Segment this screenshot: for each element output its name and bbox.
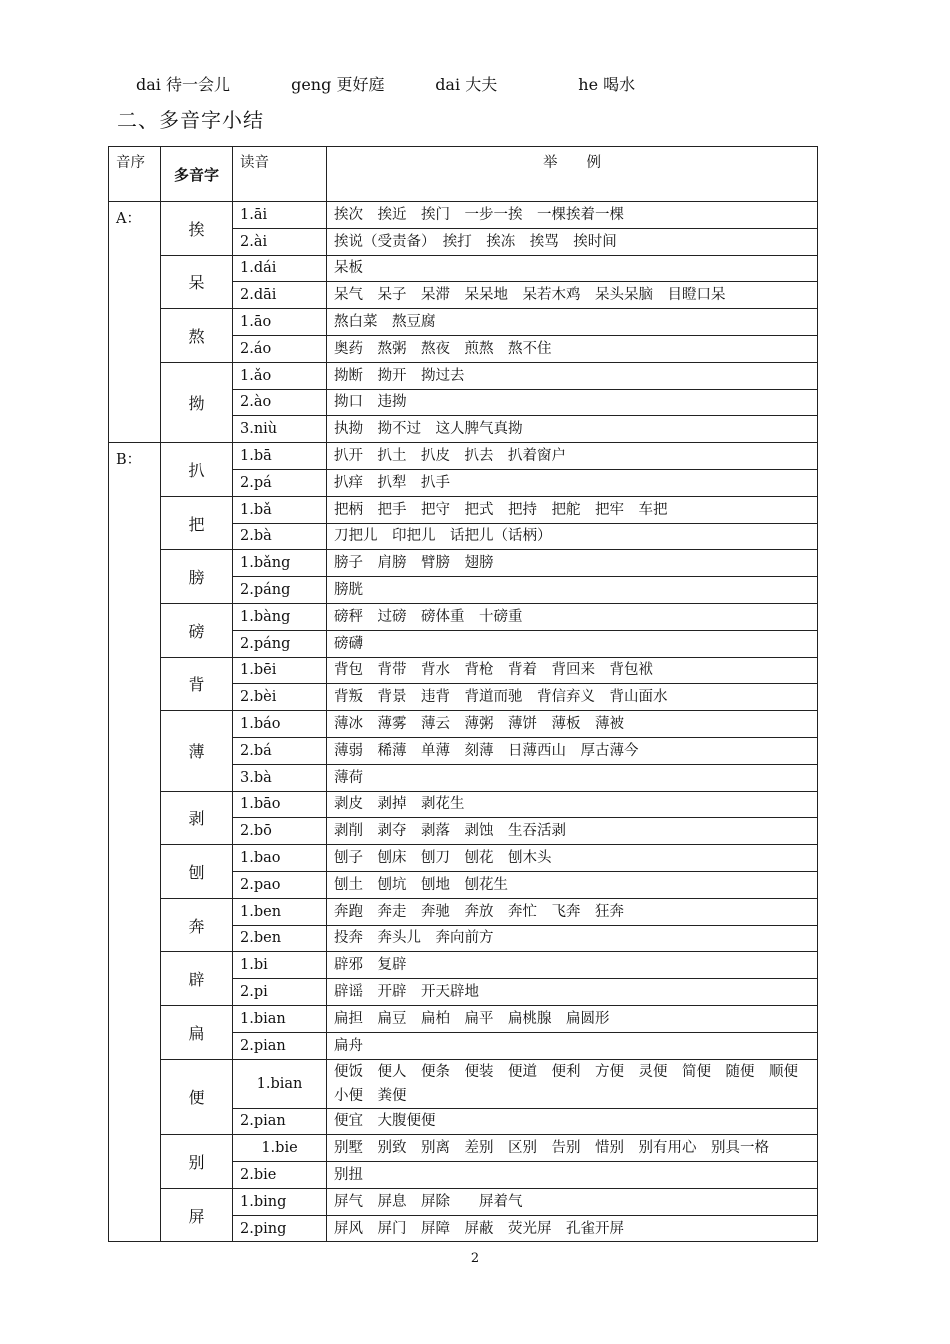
char-cell: 扁: [161, 1005, 233, 1059]
table-row: [109, 845, 818, 872]
examples-cell: 熬白菜 熬豆腐: [327, 309, 818, 336]
table-row: [109, 1188, 818, 1215]
examples-cell: 背叛 背景 违背 背道而驰 背信弃义 背山面水: [327, 684, 818, 711]
examples-cell: 薄荷: [327, 764, 818, 791]
reading-cell: 2.bie: [233, 1162, 327, 1189]
reading-cell: 3.bà: [233, 764, 327, 791]
examples-cell: 扁担 扁豆 扁柏 扁平 扁桃腺 扁圆形: [327, 1005, 818, 1032]
table-row: [109, 711, 818, 738]
table-row: [109, 603, 818, 630]
seq-cell: B：: [109, 443, 161, 1242]
char-cell: 呆: [161, 255, 233, 309]
reading-cell: 1.bā: [233, 443, 327, 470]
table-row: [109, 1005, 818, 1032]
reading-cell: 1.ben: [233, 898, 327, 925]
table-row: [109, 550, 818, 577]
table-row: [109, 202, 818, 229]
examples-cell: 执拗 拗不过 这人脾气真拗: [327, 416, 818, 443]
examples-cell: 薄弱 稀薄 单薄 刻薄 日薄西山 厚古薄今: [327, 737, 818, 764]
reading-cell: 1.bǎ: [233, 496, 327, 523]
reading-cell: 2.ào: [233, 389, 327, 416]
reading-cell: 1.bao: [233, 845, 327, 872]
reading-cell: 2.dāi: [233, 282, 327, 309]
table-row: [109, 309, 818, 336]
reading-cell: 1.ǎo: [233, 362, 327, 389]
examples-cell: 别墅 别致 别离 差别 区别 告别 惜别 别有用心 别具一格: [327, 1135, 818, 1162]
char-cell: 辟: [161, 952, 233, 1006]
reading-cell: 2.pao: [233, 871, 327, 898]
reading-cell: 1.bi: [233, 952, 327, 979]
examples-cell: 拗口 违拗: [327, 389, 818, 416]
reading-cell: 2.pian: [233, 1108, 327, 1135]
polyphone-table: [108, 146, 818, 1242]
reading-cell: 1.bing: [233, 1188, 327, 1215]
table-row: [109, 952, 818, 979]
examples-cell: 投奔 奔头儿 奔向前方: [327, 925, 818, 952]
table-row: [109, 898, 818, 925]
char-cell: 把: [161, 496, 233, 550]
header-reading: 读音: [233, 147, 327, 202]
examples-cell: 刨子 刨床 刨刀 刨花 刨木头: [327, 845, 818, 872]
examples-cell: 呆气 呆子 呆滞 呆呆地 呆若木鸡 呆头呆脑 目瞪口呆: [327, 282, 818, 309]
examples-cell: 别扭: [327, 1162, 818, 1189]
section-heading: 二、多音字小结: [117, 108, 264, 132]
char-cell: 便: [161, 1059, 233, 1135]
char-cell: 膀: [161, 550, 233, 604]
top-line: [136, 72, 635, 95]
reading-cell: 1.bie: [233, 1135, 327, 1162]
reading-cell: 3.niù: [233, 416, 327, 443]
reading-cell: 2.pá: [233, 469, 327, 496]
reading-cell: 1.dái: [233, 255, 327, 282]
examples-cell: 扁舟: [327, 1032, 818, 1059]
examples-cell: 薄冰 薄雾 薄云 薄粥 薄饼 薄板 薄被: [327, 711, 818, 738]
examples-cell: 奥药 熬粥 熬夜 煎熬 熬不住: [327, 335, 818, 362]
examples-cell: 便饭 便人 便条 便装 便道 便利 方便 灵便 简便 随便 顺便 小便 粪便: [327, 1059, 818, 1108]
examples-cell: 背包 背带 背水 背枪 背着 背回来 背包袱: [327, 657, 818, 684]
header-char: 多音字: [161, 147, 233, 202]
reading-cell: 2.ping: [233, 1215, 327, 1242]
reading-cell: 2.páng: [233, 577, 327, 604]
examples-cell: 刀把儿 印把儿 话把儿（话柄）: [327, 523, 818, 550]
header-seq: 音序: [109, 147, 161, 202]
reading-cell: 1.āo: [233, 309, 327, 336]
examples-cell: 拗断 拗开 拗过去: [327, 362, 818, 389]
char-cell: 挨: [161, 202, 233, 256]
table-row: [109, 1059, 818, 1108]
pinyin-item: dai 大夫: [435, 75, 498, 94]
header-examples: 举 例: [327, 147, 818, 202]
table-row: [109, 791, 818, 818]
page-number: 2: [470, 1251, 480, 1266]
char-cell: 拗: [161, 362, 233, 442]
char-cell: 背: [161, 657, 233, 711]
examples-cell: 挨说（受责备） 挨打 挨冻 挨骂 挨时间: [327, 228, 818, 255]
examples-cell: 奔跑 奔走 奔驰 奔放 奔忙 飞奔 狂奔: [327, 898, 818, 925]
examples-cell: 辟谣 开辟 开天辟地: [327, 979, 818, 1006]
reading-cell: 1.bǎng: [233, 550, 327, 577]
examples-cell: 扒痒 扒犁 扒手: [327, 469, 818, 496]
pinyin-item: dai 待一会儿: [136, 75, 231, 94]
table-row: [109, 496, 818, 523]
char-cell: 别: [161, 1135, 233, 1189]
table-header-row: [109, 147, 818, 202]
table-row: [109, 255, 818, 282]
table-row: [109, 657, 818, 684]
reading-cell: 1.bàng: [233, 603, 327, 630]
char-cell: 扒: [161, 443, 233, 497]
table-row: [109, 362, 818, 389]
reading-cell: 1.bāo: [233, 791, 327, 818]
reading-cell: 2.pian: [233, 1032, 327, 1059]
seq-cell: A：: [109, 202, 161, 443]
examples-cell: 便宜 大腹便便: [327, 1108, 818, 1135]
reading-cell: 2.bà: [233, 523, 327, 550]
char-cell: 剥: [161, 791, 233, 845]
reading-cell: 1.bēi: [233, 657, 327, 684]
reading-cell: 1.bian: [233, 1005, 327, 1032]
examples-cell: 剥削 剥夺 剥落 剥蚀 生吞活剥: [327, 818, 818, 845]
char-cell: 奔: [161, 898, 233, 952]
reading-cell: 1.báo: [233, 711, 327, 738]
char-cell: 刨: [161, 845, 233, 899]
reading-cell: 2.áo: [233, 335, 327, 362]
char-cell: 屏: [161, 1188, 233, 1242]
char-cell: 磅: [161, 603, 233, 657]
examples-cell: 辟邪 复辟: [327, 952, 818, 979]
reading-cell: 2.ài: [233, 228, 327, 255]
reading-cell: 2.bō: [233, 818, 327, 845]
examples-cell: 剥皮 剥掉 剥花生: [327, 791, 818, 818]
examples-cell: 刨土 刨坑 刨地 刨花生: [327, 871, 818, 898]
reading-cell: 2.pi: [233, 979, 327, 1006]
examples-cell: 挨次 挨近 挨门 一步一挨 一棵挨着一棵: [327, 202, 818, 229]
char-cell: 薄: [161, 711, 233, 791]
examples-cell: 扒开 扒土 扒皮 扒去 扒着窗户: [327, 443, 818, 470]
examples-cell: 屏气 屏息 屏除 屏着气: [327, 1188, 818, 1215]
examples-cell: 膀胱: [327, 577, 818, 604]
reading-cell: 1.bian: [233, 1059, 327, 1108]
examples-cell: 呆板: [327, 255, 818, 282]
reading-cell: 1.āi: [233, 202, 327, 229]
pinyin-item: he 喝水: [578, 75, 636, 94]
examples-cell: 屏风 屏门 屏障 屏蔽 荧光屏 孔雀开屏: [327, 1215, 818, 1242]
examples-cell: 膀子 肩膀 臂膀 翅膀: [327, 550, 818, 577]
table-row: [109, 443, 818, 470]
examples-cell: 磅礴: [327, 630, 818, 657]
examples-cell: 磅秤 过磅 磅体重 十磅重: [327, 603, 818, 630]
table-row: [109, 1135, 818, 1162]
reading-cell: 2.bèi: [233, 684, 327, 711]
reading-cell: 2.páng: [233, 630, 327, 657]
char-cell: 熬: [161, 309, 233, 363]
reading-cell: 2.ben: [233, 925, 327, 952]
pinyin-item: geng 更好庭: [291, 75, 385, 94]
reading-cell: 2.bá: [233, 737, 327, 764]
examples-cell: 把柄 把手 把守 把式 把持 把舵 把牢 车把: [327, 496, 818, 523]
